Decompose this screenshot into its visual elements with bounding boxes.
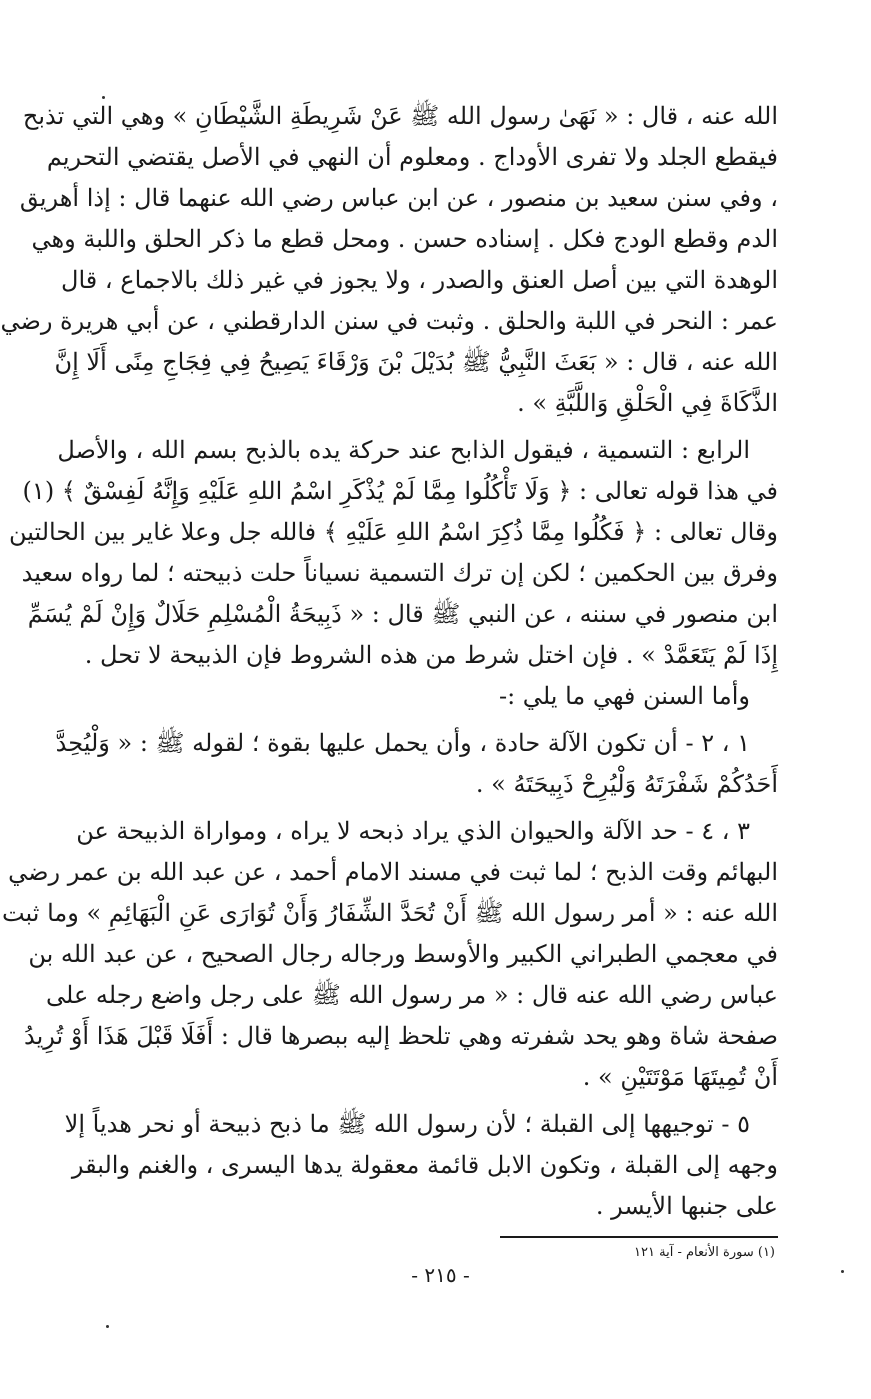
text-line: وقال تعالى : ﴿ فَكُلُوا مِمَّا ذُكِرَ اسْمُ اللهِ عَلَيْهِ ﴾ فالله جل وعلا غاير بين الحالتين — [8, 518, 778, 546]
text-line: الله عنه : « أمر رسول الله ﷺ أَنْ تُحَدَّ الشِّفَارُ وَأَنْ تُوَارَى عَنِ الْبَهَائِمِ » وما ثبت — [1, 899, 778, 927]
text-line: أَنْ تُمِيتَهَا مَوْتَتَيْنِ » . — [582, 1063, 778, 1091]
text-line: الله عنه ، قال : « بَعَثَ النَّبِيُّ ﷺ بُدَيْلَ بْنَ وَرْقَاءَ يَصِيحُ فِي فِجَاجِ مِنًى أَلَا إِنَّ — [54, 348, 778, 376]
text-line: الذَّكَاةَ فِي الْحَلْقِ وَاللَّبَّةِ » . — [517, 389, 778, 417]
text-line: صفحة شاة وهو يحد شفرته وهي تلحظ إليه ببصرها قال : أَفَلَا قَبْلَ هَذَا أَوْ تُرِيدُ — [24, 1022, 778, 1050]
text-line: في هذا قوله تعالى : ﴿ وَلَا تَأْكُلُوا مِمَّا لَمْ يُذْكَرِ اسْمُ اللهِ عَلَيْهِ وَإِنَّهُ لَفِسْقٌ ﴾ (١) — [22, 477, 778, 505]
page-body — [0, 96, 778, 1227]
text-line: ابن منصور في سننه ، عن النبي ﷺ قال : « ذَبِيحَةُ الْمُسْلِمِ حَلَالٌ وَإِنْ لَمْ يُسَمِّ — [27, 600, 778, 628]
text-line: على جنبها الأيسر . — [595, 1192, 778, 1220]
text-line: الله عنه ، قال : « نَهَىٰ رسول الله ﷺ عَنْ شَرِيطَةِ الشَّيْطَانِ » وهي التي تذبح — [22, 102, 778, 130]
text-line: الدم وقطع الودج فكل . إسناده حسن . ومحل قطع ما ذكر الحلق واللبة وهي — [31, 225, 778, 253]
text-line: الرابع : التسمية ، فيقول الذابح عند حركة يده بالذبح بسم الله ، والأصل — [57, 436, 750, 464]
text-line: الوهدة التي بين أصل العنق والصدر ، ولا يجوز في غير ذلك بالاجماع ، قال — [61, 266, 778, 294]
page-number: - ٢١٥ - — [411, 1263, 470, 1287]
text-line: ١ ، ٢ - أن تكون الآلة حادة ، وأن يحمل عليها بقوة ؛ لقوله ﷺ : « وَلْيُحِدَّ — [55, 729, 750, 757]
text-line: وفرق بين الحكمين ؛ لكن إن ترك التسمية نسياناً حلت ذبيحته ؛ لما رواه سعيد — [21, 559, 778, 587]
text-line: عباس رضي الله عنه قال : « مر رسول الله ﷺ على رجل واضع رجله على — [46, 981, 778, 1009]
text-line: أَحَدُكُمْ شَفْرَتَهُ وَلْيُرِحْ ذَبِيحَتَهُ » . — [475, 770, 778, 798]
footnote-divider — [500, 1236, 778, 1238]
scan-speck — [106, 1325, 109, 1328]
text-line: ٣ ، ٤ - حد الآلة والحيوان الذي يراد ذبحه لا يراه ، ومواراة الذبيحة عن — [76, 817, 750, 845]
text-line: عمر : النحر في اللبة والحلق . وثبت في سنن الدارقطني ، عن أبي هريرة رضي — [0, 307, 778, 335]
text-line: في معجمي الطبراني الكبير والأوسط ورجاله رجال الصحيح ، عن عبد الله بن — [28, 940, 778, 968]
text-line: ، وفي سنن سعيد بن منصور ، عن ابن عباس رضي الله عنهما قال : إذا أهريق — [19, 184, 778, 212]
text-line: ٥ - توجيهها إلى القبلة ؛ لأن رسول الله ﷺ ما ذبح ذبيحة أو نحر هدياً إلا — [64, 1110, 750, 1138]
scan-speck — [841, 1270, 844, 1273]
scan-speck — [102, 96, 105, 99]
text-line: البهائم وقت الذبح ؛ لما ثبت في مسند الامام أحمد ، عن عبد الله بن عمر رضي — [8, 858, 778, 886]
footnote: (١) سورة الأنعام - آية ١٢١ — [634, 1245, 775, 1260]
text-line: وأما السنن فهي ما يلي :- — [498, 682, 750, 710]
text-line: فيقطع الجلد ولا تفرى الأوداج . ومعلوم أن النهي في الأصل يقتضي التحريم — [46, 143, 778, 171]
text-line: إِذَا لَمْ يَتَعَمَّدْ » . فإن اختل شرط من هذه الشروط فإن الذبيحة لا تحل . — [84, 641, 778, 669]
text-line: وجهه إلى القبلة ، وتكون الابل قائمة معقولة يدها اليسرى ، والغنم والبقر — [71, 1151, 778, 1179]
